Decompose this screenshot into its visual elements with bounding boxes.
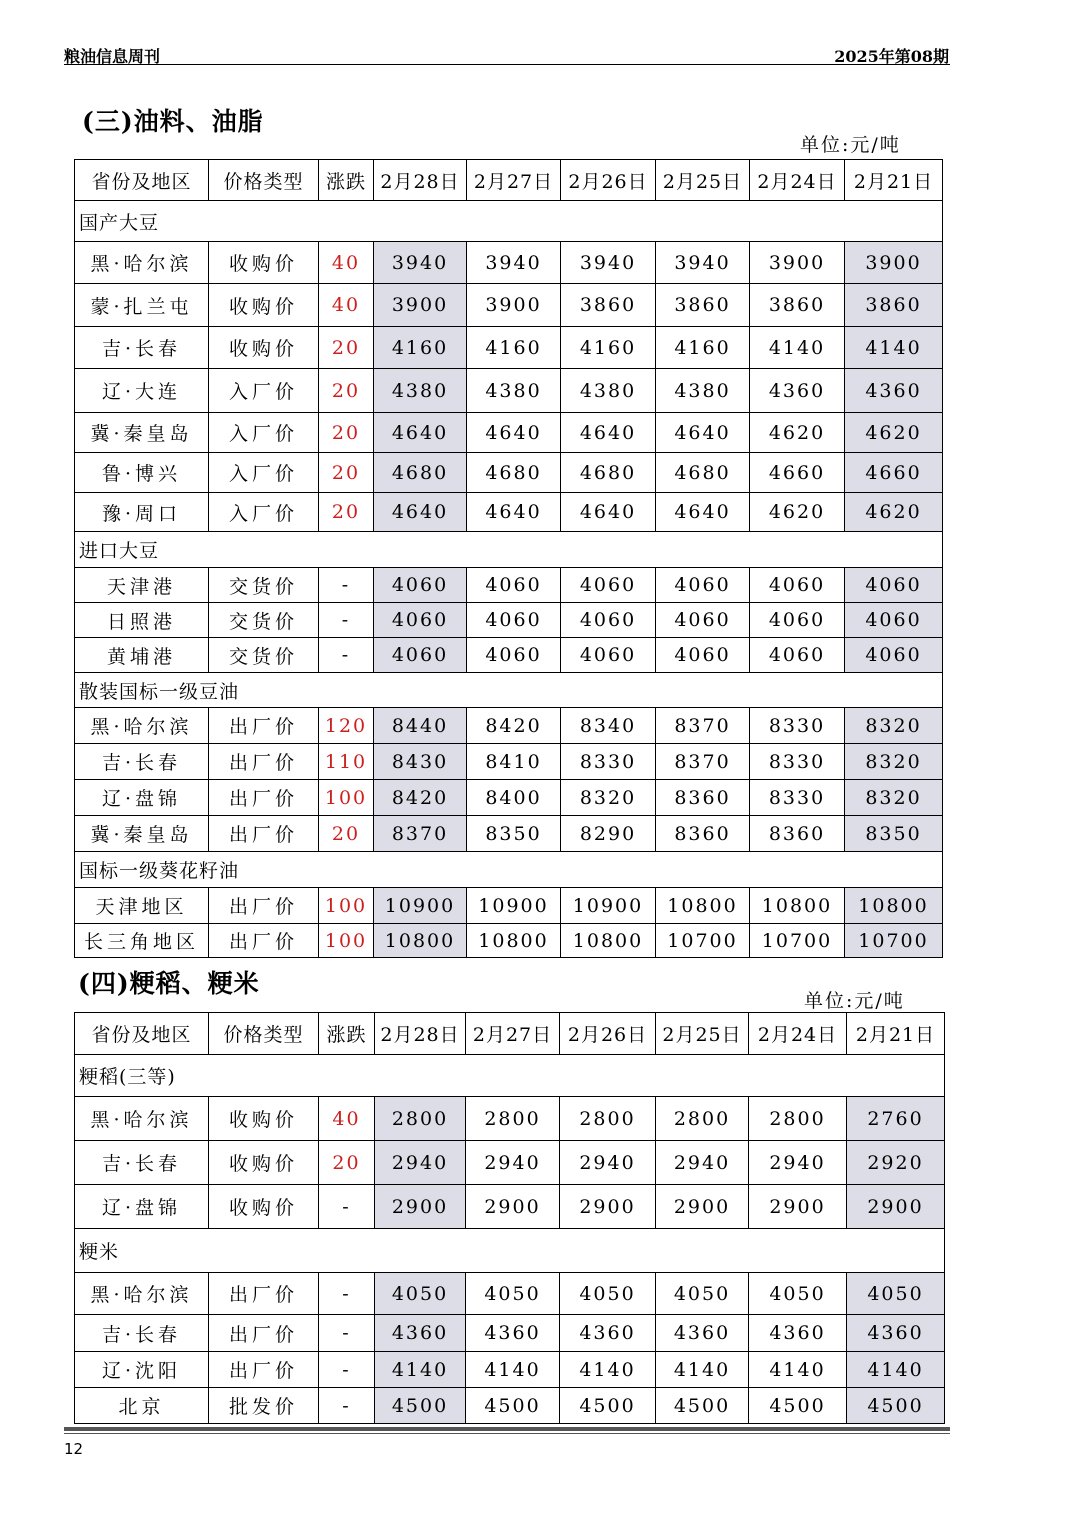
price-cell: 4050 bbox=[656, 1273, 749, 1315]
region-cell: 吉·长春 bbox=[75, 744, 209, 780]
price-type-cell: 批发价 bbox=[209, 1388, 319, 1424]
section-title-oils: (三)油料、油脂 bbox=[82, 107, 264, 136]
price-cell: 10800 bbox=[561, 924, 656, 958]
price-cell: 2800 bbox=[375, 1097, 466, 1141]
price-cell: 10700 bbox=[750, 924, 845, 958]
change-cell: 100 bbox=[319, 924, 374, 958]
table-row bbox=[75, 413, 943, 453]
price-cell: 4640 bbox=[374, 493, 467, 532]
unit-label-oils: 单位:元/吨 bbox=[800, 134, 901, 156]
price-cell: 4620 bbox=[750, 493, 845, 532]
price-cell: 4060 bbox=[374, 603, 467, 638]
change-cell: 20 bbox=[319, 453, 374, 493]
column-header: 省份及地区 bbox=[75, 1013, 209, 1055]
price-cell: 3900 bbox=[845, 242, 943, 284]
price-cell: 10800 bbox=[750, 888, 845, 924]
price-cell: 3940 bbox=[561, 242, 656, 284]
price-cell: 8440 bbox=[374, 708, 467, 744]
change-cell: 20 bbox=[319, 327, 374, 369]
price-cell: 2800 bbox=[656, 1097, 749, 1141]
price-cell: 2800 bbox=[749, 1097, 847, 1141]
price-cell: 2900 bbox=[847, 1185, 945, 1229]
category-row bbox=[75, 1055, 945, 1097]
price-cell: 8420 bbox=[467, 708, 561, 744]
region-cell: 吉·长春 bbox=[75, 1141, 209, 1185]
price-type-cell: 收购价 bbox=[209, 327, 319, 369]
column-header: 2月28日 bbox=[374, 160, 467, 201]
table-row bbox=[75, 638, 943, 673]
price-type-cell: 出厂价 bbox=[209, 780, 319, 816]
price-cell: 4060 bbox=[467, 638, 561, 673]
category-label: 进口大豆 bbox=[75, 532, 943, 568]
footer-rule-thin bbox=[64, 1433, 950, 1434]
region-cell: 辽·盘锦 bbox=[75, 780, 209, 816]
price-cell: 4050 bbox=[560, 1273, 656, 1315]
category-row bbox=[75, 1229, 945, 1273]
price-cell: 4680 bbox=[467, 453, 561, 493]
price-cell: 2940 bbox=[375, 1141, 466, 1185]
price-cell: 4140 bbox=[845, 327, 943, 369]
price-type-cell: 出厂价 bbox=[209, 1315, 319, 1352]
price-cell: 4640 bbox=[656, 493, 750, 532]
price-cell: 4380 bbox=[656, 369, 750, 413]
price-type-cell: 出厂价 bbox=[209, 708, 319, 744]
change-cell: - bbox=[319, 603, 374, 638]
price-table-oils bbox=[74, 159, 943, 958]
column-header: 2月26日 bbox=[561, 160, 656, 201]
price-cell: 2940 bbox=[560, 1141, 656, 1185]
price-cell: 8330 bbox=[750, 780, 845, 816]
price-cell: 4360 bbox=[375, 1315, 466, 1352]
change-cell: - bbox=[319, 568, 374, 603]
change-cell: 20 bbox=[319, 816, 374, 852]
change-cell: 100 bbox=[319, 888, 374, 924]
table-row bbox=[75, 780, 943, 816]
change-cell: 120 bbox=[319, 708, 374, 744]
change-cell: 20 bbox=[319, 1141, 375, 1185]
region-cell: 冀·秦皇岛 bbox=[75, 413, 209, 453]
change-cell: 100 bbox=[319, 780, 374, 816]
column-header: 2月25日 bbox=[656, 160, 750, 201]
price-cell: 4660 bbox=[750, 453, 845, 493]
price-cell: 8430 bbox=[374, 744, 467, 780]
table-row bbox=[75, 1097, 945, 1141]
table-row bbox=[75, 242, 943, 284]
price-cell: 4050 bbox=[466, 1273, 560, 1315]
column-header: 2月21日 bbox=[845, 160, 943, 201]
region-cell: 鲁·博兴 bbox=[75, 453, 209, 493]
table-row bbox=[75, 1352, 945, 1388]
region-cell: 黄埔港 bbox=[75, 638, 209, 673]
price-cell: 4640 bbox=[467, 493, 561, 532]
price-cell: 8360 bbox=[656, 816, 750, 852]
price-cell: 3940 bbox=[467, 242, 561, 284]
change-cell: - bbox=[319, 1352, 375, 1388]
price-cell: 4140 bbox=[749, 1352, 847, 1388]
price-cell: 4060 bbox=[845, 603, 943, 638]
price-cell: 2900 bbox=[466, 1185, 560, 1229]
price-cell: 4360 bbox=[466, 1315, 560, 1352]
price-type-cell: 出厂价 bbox=[209, 1352, 319, 1388]
column-header: 2月21日 bbox=[847, 1013, 945, 1055]
price-type-cell: 出厂价 bbox=[209, 744, 319, 780]
price-type-cell: 收购价 bbox=[209, 242, 319, 284]
footer-rule-thick bbox=[64, 1427, 950, 1431]
table-header-row bbox=[75, 1013, 945, 1055]
price-cell: 4640 bbox=[374, 413, 467, 453]
price-cell: 4160 bbox=[374, 327, 467, 369]
price-cell: 8350 bbox=[467, 816, 561, 852]
price-cell: 3900 bbox=[374, 284, 467, 327]
price-cell: 10800 bbox=[374, 924, 467, 958]
price-cell: 4360 bbox=[845, 369, 943, 413]
category-row bbox=[75, 532, 943, 568]
price-cell: 10900 bbox=[467, 888, 561, 924]
region-cell: 蒙·扎兰屯 bbox=[75, 284, 209, 327]
price-cell: 4060 bbox=[845, 568, 943, 603]
price-cell: 2940 bbox=[656, 1141, 749, 1185]
price-type-cell: 交货价 bbox=[209, 603, 319, 638]
price-cell: 2900 bbox=[375, 1185, 466, 1229]
table-row bbox=[75, 1388, 945, 1424]
column-header: 省份及地区 bbox=[75, 160, 209, 201]
price-cell: 4160 bbox=[656, 327, 750, 369]
price-type-cell: 交货价 bbox=[209, 638, 319, 673]
price-cell: 8330 bbox=[750, 744, 845, 780]
price-cell: 10900 bbox=[561, 888, 656, 924]
region-cell: 吉·长春 bbox=[75, 1315, 209, 1352]
column-header: 价格类型 bbox=[209, 160, 319, 201]
price-cell: 4500 bbox=[656, 1388, 749, 1424]
change-cell: 20 bbox=[319, 413, 374, 453]
price-cell: 4380 bbox=[467, 369, 561, 413]
price-cell: 8370 bbox=[656, 744, 750, 780]
region-cell: 豫·周口 bbox=[75, 493, 209, 532]
price-cell: 4060 bbox=[750, 568, 845, 603]
price-cell: 4500 bbox=[847, 1388, 945, 1424]
region-cell: 天津地区 bbox=[75, 888, 209, 924]
price-cell: 4500 bbox=[749, 1388, 847, 1424]
price-cell: 2900 bbox=[656, 1185, 749, 1229]
page-number: 12 bbox=[64, 1440, 84, 1458]
change-cell: 40 bbox=[319, 242, 374, 284]
table-row bbox=[75, 284, 943, 327]
price-cell: 4140 bbox=[466, 1352, 560, 1388]
column-header: 涨跌 bbox=[319, 160, 374, 201]
table-row bbox=[75, 816, 943, 852]
region-cell: 黑·哈尔滨 bbox=[75, 242, 209, 284]
price-cell: 4680 bbox=[656, 453, 750, 493]
table-row bbox=[75, 1141, 945, 1185]
column-header: 2月25日 bbox=[656, 1013, 749, 1055]
region-cell: 长三角地区 bbox=[75, 924, 209, 958]
price-type-cell: 出厂价 bbox=[209, 924, 319, 958]
category-row bbox=[75, 201, 943, 242]
price-cell: 4640 bbox=[656, 413, 750, 453]
category-label: 散装国标一级豆油 bbox=[75, 673, 943, 708]
price-cell: 4380 bbox=[561, 369, 656, 413]
price-cell: 2940 bbox=[749, 1141, 847, 1185]
change-cell: - bbox=[319, 1185, 375, 1229]
price-cell: 4660 bbox=[845, 453, 943, 493]
price-type-cell: 交货价 bbox=[209, 568, 319, 603]
price-cell: 8320 bbox=[845, 780, 943, 816]
price-cell: 4060 bbox=[561, 603, 656, 638]
price-cell: 4500 bbox=[375, 1388, 466, 1424]
price-cell: 2900 bbox=[560, 1185, 656, 1229]
price-cell: 8290 bbox=[561, 816, 656, 852]
price-type-cell: 收购价 bbox=[209, 1141, 319, 1185]
column-header: 2月28日 bbox=[375, 1013, 466, 1055]
price-cell: 8320 bbox=[845, 744, 943, 780]
price-cell: 4360 bbox=[847, 1315, 945, 1352]
category-row bbox=[75, 673, 943, 708]
price-cell: 3860 bbox=[561, 284, 656, 327]
price-cell: 8340 bbox=[561, 708, 656, 744]
price-type-cell: 收购价 bbox=[209, 284, 319, 327]
price-cell: 4500 bbox=[466, 1388, 560, 1424]
price-cell: 8320 bbox=[561, 780, 656, 816]
price-cell: 4360 bbox=[560, 1315, 656, 1352]
column-header: 2月27日 bbox=[467, 160, 561, 201]
table-row bbox=[75, 888, 943, 924]
price-cell: 2920 bbox=[847, 1141, 945, 1185]
change-cell: 20 bbox=[319, 493, 374, 532]
price-cell: 2900 bbox=[749, 1185, 847, 1229]
price-type-cell: 出厂价 bbox=[209, 1273, 319, 1315]
price-cell: 8410 bbox=[467, 744, 561, 780]
price-cell: 8320 bbox=[845, 708, 943, 744]
price-cell: 4140 bbox=[847, 1352, 945, 1388]
price-type-cell: 入厂价 bbox=[209, 413, 319, 453]
price-cell: 3860 bbox=[750, 284, 845, 327]
column-header: 涨跌 bbox=[319, 1013, 375, 1055]
price-cell: 4620 bbox=[845, 493, 943, 532]
price-cell: 4620 bbox=[845, 413, 943, 453]
price-cell: 8370 bbox=[656, 708, 750, 744]
price-cell: 3900 bbox=[467, 284, 561, 327]
table-row bbox=[75, 1315, 945, 1352]
price-cell: 4060 bbox=[656, 568, 750, 603]
price-cell: 4140 bbox=[750, 327, 845, 369]
price-cell: 4620 bbox=[750, 413, 845, 453]
table-row bbox=[75, 369, 943, 413]
change-cell: 40 bbox=[319, 1097, 375, 1141]
price-cell: 8370 bbox=[374, 816, 467, 852]
price-type-cell: 入厂价 bbox=[209, 369, 319, 413]
price-cell: 4050 bbox=[847, 1273, 945, 1315]
price-type-cell: 收购价 bbox=[209, 1185, 319, 1229]
price-cell: 4160 bbox=[561, 327, 656, 369]
region-cell: 吉·长春 bbox=[75, 327, 209, 369]
price-cell: 2800 bbox=[466, 1097, 560, 1141]
price-cell: 4060 bbox=[750, 638, 845, 673]
column-header: 2月26日 bbox=[560, 1013, 656, 1055]
category-row bbox=[75, 852, 943, 888]
unit-label-rice: 单位:元/吨 bbox=[804, 990, 905, 1012]
price-cell: 4640 bbox=[561, 413, 656, 453]
region-cell: 辽·盘锦 bbox=[75, 1185, 209, 1229]
change-cell: 40 bbox=[319, 284, 374, 327]
price-cell: 4160 bbox=[467, 327, 561, 369]
price-cell: 4680 bbox=[561, 453, 656, 493]
category-label: 粳稻(三等) bbox=[75, 1055, 945, 1097]
price-cell: 3860 bbox=[845, 284, 943, 327]
running-header-left: 粮油信息周刊 bbox=[64, 47, 161, 66]
price-cell: 4060 bbox=[845, 638, 943, 673]
change-cell: - bbox=[319, 638, 374, 673]
column-header: 2月27日 bbox=[466, 1013, 560, 1055]
table-row bbox=[75, 744, 943, 780]
price-cell: 8350 bbox=[845, 816, 943, 852]
price-type-cell: 入厂价 bbox=[209, 493, 319, 532]
price-cell: 4060 bbox=[467, 603, 561, 638]
price-cell: 8330 bbox=[750, 708, 845, 744]
table-row bbox=[75, 568, 943, 603]
price-cell: 3940 bbox=[656, 242, 750, 284]
price-cell: 4380 bbox=[374, 369, 467, 413]
region-cell: 北京 bbox=[75, 1388, 209, 1424]
column-header: 价格类型 bbox=[209, 1013, 319, 1055]
table-row bbox=[75, 327, 943, 369]
running-header-right: 2025年第08期 bbox=[834, 47, 949, 66]
column-header: 2月24日 bbox=[749, 1013, 847, 1055]
price-cell: 4640 bbox=[467, 413, 561, 453]
column-header: 2月24日 bbox=[750, 160, 845, 201]
price-cell: 4060 bbox=[656, 603, 750, 638]
table-row bbox=[75, 924, 943, 958]
price-cell: 4140 bbox=[560, 1352, 656, 1388]
region-cell: 辽·沈阳 bbox=[75, 1352, 209, 1388]
price-cell: 10900 bbox=[374, 888, 467, 924]
price-type-cell: 收购价 bbox=[209, 1097, 319, 1141]
price-cell: 4060 bbox=[750, 603, 845, 638]
price-cell: 8400 bbox=[467, 780, 561, 816]
price-cell: 2760 bbox=[847, 1097, 945, 1141]
price-cell: 3860 bbox=[656, 284, 750, 327]
change-cell: 110 bbox=[319, 744, 374, 780]
change-cell: - bbox=[319, 1315, 375, 1352]
price-cell: 4500 bbox=[560, 1388, 656, 1424]
region-cell: 辽·大连 bbox=[75, 369, 209, 413]
region-cell: 黑·哈尔滨 bbox=[75, 1273, 209, 1315]
price-table-rice bbox=[74, 1012, 945, 1424]
price-cell: 10800 bbox=[467, 924, 561, 958]
table-row bbox=[75, 493, 943, 532]
price-type-cell: 入厂价 bbox=[209, 453, 319, 493]
price-type-cell: 出厂价 bbox=[209, 816, 319, 852]
price-cell: 10700 bbox=[845, 924, 943, 958]
price-cell: 4060 bbox=[561, 568, 656, 603]
table-row bbox=[75, 1273, 945, 1315]
price-cell: 10700 bbox=[656, 924, 750, 958]
price-cell: 4680 bbox=[374, 453, 467, 493]
section-title-rice: (四)粳稻、粳米 bbox=[78, 969, 260, 998]
price-cell: 4050 bbox=[375, 1273, 466, 1315]
price-cell: 10800 bbox=[656, 888, 750, 924]
change-cell: - bbox=[319, 1273, 375, 1315]
region-cell: 日照港 bbox=[75, 603, 209, 638]
price-cell: 4060 bbox=[374, 568, 467, 603]
price-cell: 3900 bbox=[750, 242, 845, 284]
price-cell: 4060 bbox=[467, 568, 561, 603]
price-cell: 2800 bbox=[560, 1097, 656, 1141]
price-cell: 4140 bbox=[375, 1352, 466, 1388]
table-row bbox=[75, 1185, 945, 1229]
price-cell: 4360 bbox=[750, 369, 845, 413]
table-header-row bbox=[75, 160, 943, 201]
region-cell: 冀·秦皇岛 bbox=[75, 816, 209, 852]
price-cell: 4140 bbox=[656, 1352, 749, 1388]
region-cell: 天津港 bbox=[75, 568, 209, 603]
price-cell: 3940 bbox=[374, 242, 467, 284]
category-label: 国产大豆 bbox=[75, 201, 943, 242]
price-cell: 8420 bbox=[374, 780, 467, 816]
table-row bbox=[75, 708, 943, 744]
change-cell: 20 bbox=[319, 369, 374, 413]
price-cell: 4050 bbox=[749, 1273, 847, 1315]
table-row bbox=[75, 453, 943, 493]
table-row bbox=[75, 603, 943, 638]
category-label: 国标一级葵花籽油 bbox=[75, 852, 943, 888]
category-label: 粳米 bbox=[75, 1229, 945, 1273]
price-cell: 8360 bbox=[750, 816, 845, 852]
header-rule bbox=[64, 64, 950, 65]
price-cell: 4060 bbox=[374, 638, 467, 673]
price-cell: 4060 bbox=[561, 638, 656, 673]
region-cell: 黑·哈尔滨 bbox=[75, 708, 209, 744]
price-cell: 8330 bbox=[561, 744, 656, 780]
price-cell: 4360 bbox=[749, 1315, 847, 1352]
region-cell: 黑·哈尔滨 bbox=[75, 1097, 209, 1141]
price-cell: 4360 bbox=[656, 1315, 749, 1352]
price-cell: 2940 bbox=[466, 1141, 560, 1185]
price-cell: 4640 bbox=[561, 493, 656, 532]
change-cell: - bbox=[319, 1388, 375, 1424]
price-cell: 4060 bbox=[656, 638, 750, 673]
price-cell: 8360 bbox=[656, 780, 750, 816]
price-cell: 10800 bbox=[845, 888, 943, 924]
price-type-cell: 出厂价 bbox=[209, 888, 319, 924]
